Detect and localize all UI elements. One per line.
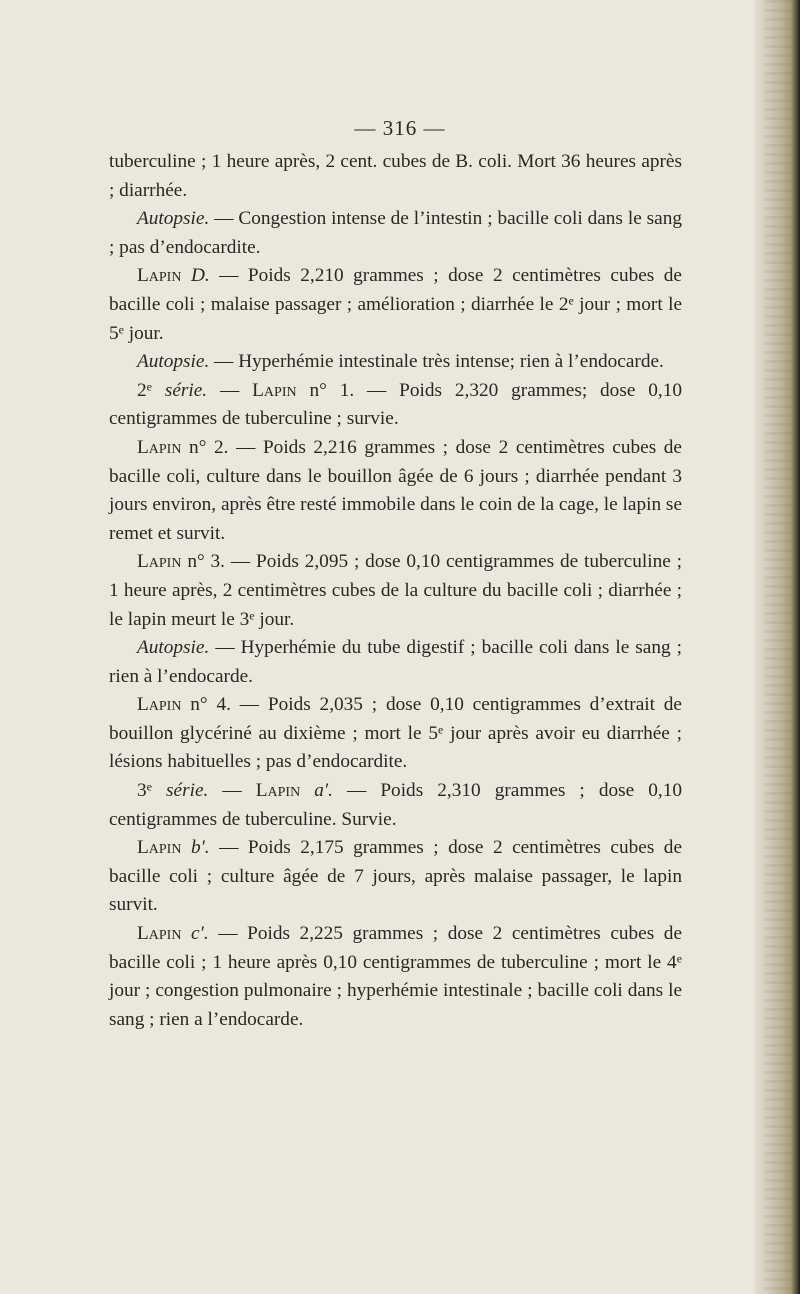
text-segment: e [146, 779, 152, 794]
paragraph [109, 262, 682, 348]
paragraph [109, 634, 682, 691]
text-segment: Lapin [137, 265, 182, 287]
text-segment: Lapin [137, 837, 182, 859]
text-segment: jour ; congestion pulmonaire ; hyperhémie intestinale ; bacille coli dans le sang ; rien a l’endocarde. [109, 980, 682, 1030]
text-segment: tuberculine ; 1 heure après, 2 cent. cubes de B. coli. Mort 36 heures après ; diarrhée. [109, 151, 682, 201]
text-segment: e [676, 951, 682, 966]
text-segment: a′. [314, 780, 333, 802]
text-segment: e [568, 293, 574, 308]
paragraph [109, 377, 682, 434]
paragraph [109, 348, 682, 377]
paragraph [109, 834, 682, 920]
text-segment: c′. [191, 923, 209, 945]
text-segment: — Hyperhémie intestinale très intense; rien à l’endocarde. [209, 351, 664, 373]
paragraph [109, 691, 682, 777]
text-segment [152, 780, 166, 801]
text-segment: — [207, 379, 253, 401]
text-segment: jour ; mort le 5 [109, 293, 682, 344]
text-segment: n° 2. — Poids 2,216 grammes ; dose 2 centimètres cubes de bacille coli, culture dans le bouillon âgée de 6 jours ; diarrhée pendant 3 jours environ, après être resté immobile dans le coin de la cage, le lapin se remet et survit. [109, 436, 682, 544]
text-segment: jour après avoir eu diarrhée ; lésions habituelles ; pas d’endocardite. [109, 722, 682, 773]
text-segment: Autopsie. [137, 351, 210, 373]
text-segment: Lapin [137, 923, 182, 945]
text-segment: jour. [254, 608, 295, 630]
text-segment: Lapin [252, 379, 297, 401]
text-segment [152, 380, 165, 401]
text-segment: n° 4. — Poids 2,035 ; dose 0,10 centigrammes d’extrait de bouillon glycériné au dixième ; mort le 5 [109, 694, 682, 744]
text-segment: b′. [190, 837, 210, 859]
text-segment: Autopsie. [137, 637, 210, 659]
text-segment: — Poids 2,310 grammes ; dose 0,10 centigrammes de tuberculine. Survie. [109, 780, 682, 830]
body-text [109, 148, 682, 1034]
text-segment: Lapin [255, 780, 301, 802]
text-segment: 2 [137, 379, 147, 401]
paragraph [109, 777, 682, 834]
text-segment [181, 923, 191, 944]
text-segment: — Congestion intense de l’intestin ; bacille coli dans le sang ; pas d’endocardite. [109, 208, 682, 258]
text-segment [181, 837, 191, 858]
text-segment: n° 1. — Poids 2,320 grammes; dose 0,10 centigrammes de tuberculine ; survie. [109, 379, 682, 430]
text-segment: e [146, 379, 152, 394]
text-segment: série. [166, 780, 209, 802]
paragraph [109, 434, 682, 548]
text-segment: e [249, 608, 255, 623]
text-segment: e [438, 722, 444, 737]
text-segment: — [208, 780, 256, 802]
text-segment: — Poids 2,175 grammes ; dose 2 centimètres cubes de bacille coli ; culture âgée de 7 jours, après malaise passager, le lapin survit. [109, 837, 683, 916]
text-segment: — Hyperhémie du tube digestif ; bacille coli dans le sang ; rien à l’endocarde. [109, 637, 682, 687]
text-segment: 3 [137, 780, 147, 802]
text-segment: e [118, 322, 124, 337]
text-segment: D. [190, 265, 210, 287]
text-segment: Lapin [137, 551, 182, 573]
text-segment: Autopsie. [137, 208, 210, 230]
text-segment: série. [164, 379, 208, 401]
page-edge-shadow [764, 0, 794, 1294]
paragraph [109, 148, 682, 205]
text-segment: Lapin [137, 436, 182, 458]
paragraph [109, 920, 682, 1034]
paragraph [109, 205, 682, 262]
paragraph [109, 548, 682, 634]
page-number: — 316 — [354, 116, 446, 140]
text-segment: — Poids 2,225 grammes ; dose 2 centimètres cubes de bacille coli ; 1 heure après 0,10 centigrammes de tuberculine ; mort le 4 [109, 923, 682, 973]
text-segment [181, 265, 190, 286]
text-segment: n° 3. — Poids 2,095 ; dose 0,10 centigrammes de tuberculine ; 1 heure après, 2 centimètres cubes de la culture du bacille coli ; diarrhée ; le lapin meurt le 3 [109, 551, 682, 630]
text-segment: — Poids 2,210 grammes ; dose 2 centimètres cubes de bacille coli ; malaise passager ; amélioration ; diarrhée le 2 [109, 265, 682, 315]
text-segment: jour. [123, 322, 164, 344]
text-segment [300, 780, 314, 801]
text-segment: Lapin [137, 694, 182, 716]
